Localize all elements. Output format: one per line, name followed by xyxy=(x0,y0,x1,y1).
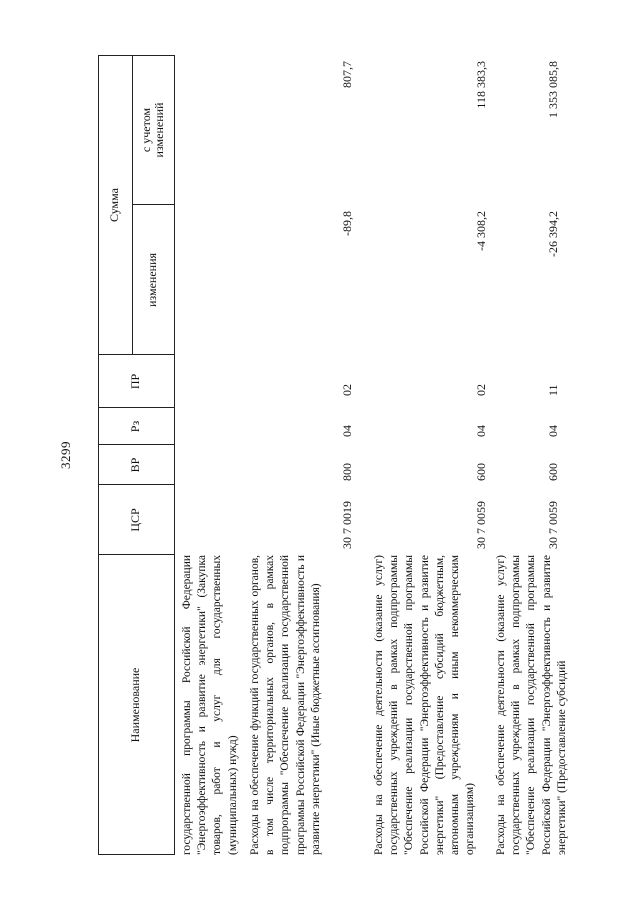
row-1-vr: 800 xyxy=(340,463,354,481)
header-rz: Рз xyxy=(128,420,143,433)
header-changes: изменения xyxy=(145,252,160,308)
row-2-total: 118 383,3 xyxy=(474,61,488,109)
row-0-name: государственной программы Российской Федерации "Энергоэффективность и развитие энергетики" (Закупка товаров, работ и услуг для государственных (муниципальных) нужд) xyxy=(181,555,239,855)
row-2-pr: 02 xyxy=(474,384,488,396)
header-sum: Сумма xyxy=(107,188,122,222)
row-1-total: 807,7 xyxy=(340,61,354,88)
row-3-name: Расходы на обеспечение деятельности (оказание услуг) государственных учреждений в рамках подпрограммы "Обеспечение реализации государственной программы Российской Федерации "Энергоэффективность и развитие энергетики" (Предоставление субсидий xyxy=(495,555,568,855)
row-3-total: 1 353 085,8 xyxy=(546,61,560,118)
header-with-changes-line2: изменений xyxy=(152,102,166,158)
header-with-changes-line1: с учетом xyxy=(138,107,153,153)
row-2-change: -4 308,2 xyxy=(474,211,488,251)
row-2-rz: 04 xyxy=(474,425,488,437)
row-2-vr: 600 xyxy=(474,463,488,481)
row-2-csr: 30 7 0059 xyxy=(474,501,488,549)
row-1-change: -89,8 xyxy=(340,211,354,236)
header-name: Наименование xyxy=(128,667,143,743)
header-csr: ЦСР xyxy=(128,508,143,532)
header-bottom-border xyxy=(174,55,175,855)
row-3-pr: 11 xyxy=(546,384,560,396)
row-2-name: Расходы на обеспечение деятельности (оказание услуг) государственных учреждений в рамках подпрограммы "Обеспечение реализации государственной программы Российской Федерации "Энергоэффективность и развитие энергетики" (Предоставление субсидий бюджетным, автономным учреждениям и иным некоммерческим организациям) xyxy=(373,555,477,855)
header-pr: ПР xyxy=(128,373,143,390)
row-3-vr: 600 xyxy=(546,463,560,481)
header-vr: ВР xyxy=(128,457,143,473)
row-1-name: Расходы на обеспечение функций государственных органов, в том числе территориальных органов, в рамках подпрограммы "Обеспечение реализации государственной программы Российской Федерации "Энергоэффективность и развитие энергетики" (Иные бюджетные ассигнования) xyxy=(249,555,322,855)
row-1-csr: 30 7 0019 xyxy=(340,501,354,549)
rotated-page xyxy=(58,55,573,855)
row-1-rz: 04 xyxy=(340,425,354,437)
row-3-change: -26 394,2 xyxy=(546,211,560,257)
budget-table xyxy=(98,55,568,855)
row-3-csr: 30 7 0059 xyxy=(546,501,560,549)
row-3-rz: 04 xyxy=(546,425,560,437)
row-1-pr: 02 xyxy=(340,384,354,396)
page-number: 3299 xyxy=(58,441,73,469)
header-with-changes xyxy=(132,55,174,205)
